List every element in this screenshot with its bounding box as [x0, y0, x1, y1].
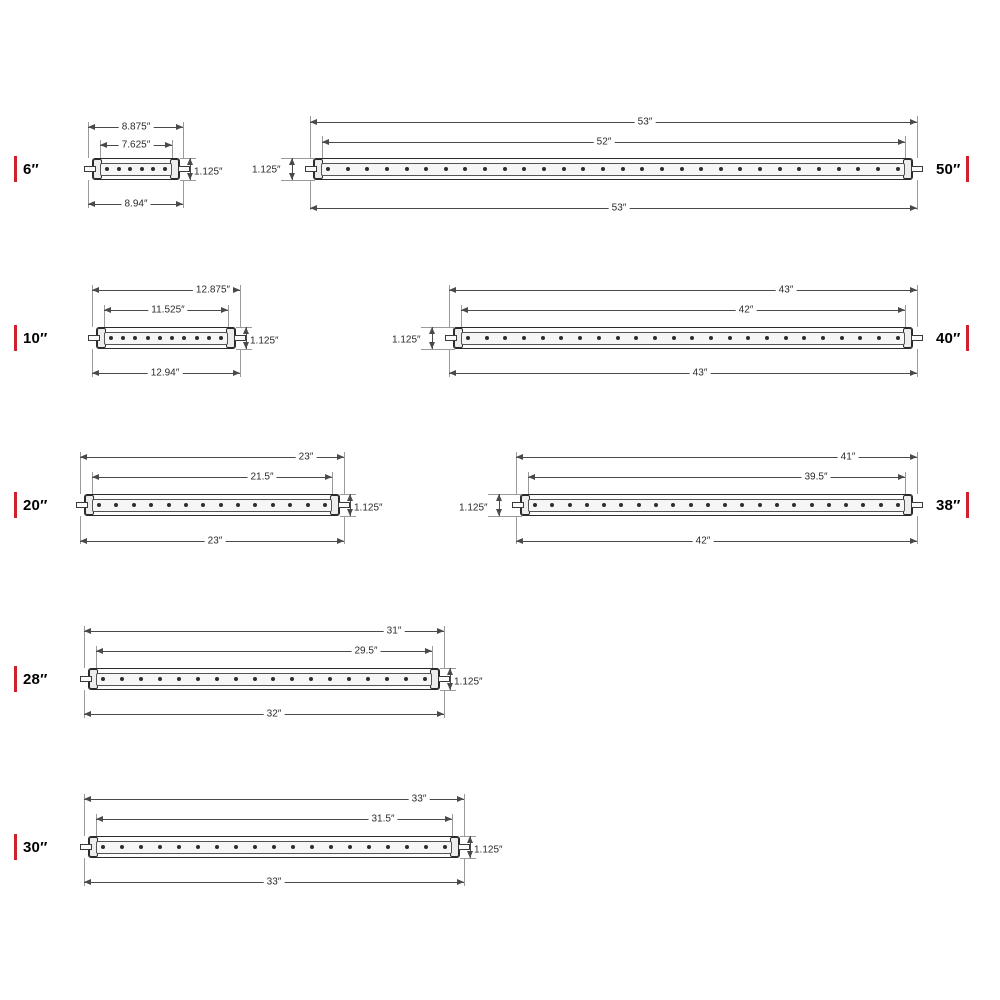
accent-tick-icon [14, 156, 17, 182]
dim-label-8875: 8.875″ [119, 122, 154, 133]
size-label-40in: 40″ [936, 325, 969, 351]
mount-bracket-left [76, 502, 88, 508]
dim-line-height [499, 494, 500, 516]
led-row [101, 676, 427, 682]
dim-label-215: 21.5″ [247, 472, 276, 483]
dim-line-outer-top [84, 799, 464, 800]
mount-bracket-right [911, 166, 923, 172]
dim-line-height [350, 494, 351, 516]
mount-bracket-right [438, 676, 450, 682]
mount-bracket-left [305, 166, 317, 172]
accent-tick-icon [966, 492, 969, 518]
dim-line-bottom [516, 541, 917, 542]
led-row [97, 502, 327, 508]
bar-body [84, 494, 340, 516]
lens-housing [321, 163, 905, 176]
bar-body [96, 327, 236, 349]
mount-bracket-left [80, 844, 92, 850]
dim-line-outer-top [449, 290, 917, 291]
size-label-30in: 30″ [14, 834, 47, 860]
lens-housing [92, 499, 332, 512]
led-row [533, 502, 900, 508]
dim-label-7625: 7.625″ [119, 140, 154, 151]
dim-label-32: 32″ [264, 709, 285, 720]
dim-label-53-top: 53″ [635, 117, 656, 128]
dim-label-33-top: 33″ [409, 794, 430, 805]
accent-tick-icon [966, 325, 969, 351]
mount-bracket-left [445, 335, 457, 341]
accent-tick-icon [966, 156, 969, 182]
bar-body [88, 668, 440, 690]
dim-label-31: 31″ [384, 626, 405, 637]
lens-housing [96, 841, 452, 854]
dim-label-395: 39.5″ [801, 472, 830, 483]
mount-bracket-right [458, 844, 470, 850]
dim-label-height: 1.125″ [250, 335, 279, 347]
dim-label-height: 1.125″ [459, 502, 488, 514]
mount-bracket-left [80, 676, 92, 682]
dim-line-inner-top [528, 477, 905, 478]
mount-bracket-right [911, 335, 923, 341]
dim-line-inner-top [96, 819, 452, 820]
lens-housing [96, 673, 432, 686]
dim-line-outer-top [310, 122, 917, 123]
mount-bracket-left [512, 502, 524, 508]
dim-line-height [292, 158, 293, 180]
dim-label-height: 1.125″ [194, 166, 223, 178]
accent-tick-icon [14, 325, 17, 351]
dim-line-inner-top [96, 651, 432, 652]
dim-label-894: 8.94″ [121, 199, 150, 210]
dim-line-height [246, 327, 247, 349]
dim-label-295: 29.5″ [351, 646, 380, 657]
size-label-20in: 20″ [14, 492, 47, 518]
dim-line-height [470, 836, 471, 858]
bar-body [453, 327, 913, 349]
dim-label-height: 1.125″ [392, 334, 421, 346]
dim-label-height: 1.125″ [354, 502, 383, 514]
dim-label-43-top: 43″ [776, 285, 797, 296]
dim-label-53-bottom: 53″ [609, 203, 630, 214]
bar-body [88, 836, 460, 858]
dim-line-height [432, 327, 433, 349]
lens-housing [528, 499, 905, 512]
mount-bracket-left [84, 166, 96, 172]
led-row [466, 335, 900, 341]
dim-label-11525: 11.525″ [148, 305, 187, 316]
size-label-6in: 6″ [14, 156, 39, 182]
dim-line-height [190, 158, 191, 180]
led-row [101, 844, 447, 850]
lens-housing [461, 332, 905, 345]
mount-bracket-right [234, 335, 246, 341]
dim-label-52: 52″ [594, 137, 615, 148]
size-label-38in: 38″ [936, 492, 969, 518]
dim-label-12875: 12.875″ [193, 285, 233, 296]
accent-tick-icon [14, 492, 17, 518]
dim-line-inner-top [461, 310, 905, 311]
dim-label-42-bottom: 42″ [693, 536, 714, 547]
bar-body [520, 494, 913, 516]
dim-label-23-top: 23″ [296, 452, 317, 463]
size-label-50in: 50″ [936, 156, 969, 182]
led-row [326, 166, 900, 172]
size-label-10in: 10″ [14, 325, 47, 351]
dim-label-height: 1.125″ [454, 676, 483, 688]
dim-label-43-bottom: 43″ [690, 368, 711, 379]
mount-bracket-right [338, 502, 350, 508]
dim-line-bottom [449, 373, 917, 374]
mount-bracket-right [178, 166, 190, 172]
led-row [109, 335, 223, 341]
dim-label-23-bottom: 23″ [205, 536, 226, 547]
accent-tick-icon [14, 666, 17, 692]
dim-label-42: 42″ [736, 305, 757, 316]
bar-body [92, 158, 180, 180]
dim-label-33-bottom: 33″ [264, 877, 285, 888]
bar-body [313, 158, 913, 180]
dim-line-inner-top [92, 477, 332, 478]
dim-label-height: 1.125″ [252, 164, 281, 176]
lens-housing [100, 163, 172, 176]
dim-label-41: 41″ [838, 452, 859, 463]
led-row [105, 166, 167, 172]
mount-bracket-right [911, 502, 923, 508]
dim-label-height: 1.125″ [474, 844, 503, 856]
accent-tick-icon [14, 834, 17, 860]
mount-bracket-left [88, 335, 100, 341]
size-label-28in: 28″ [14, 666, 47, 692]
dim-label-315: 31.5″ [368, 814, 397, 825]
dim-line-height [450, 668, 451, 690]
dim-label-1294: 12.94″ [148, 368, 183, 379]
lens-housing [104, 332, 228, 345]
